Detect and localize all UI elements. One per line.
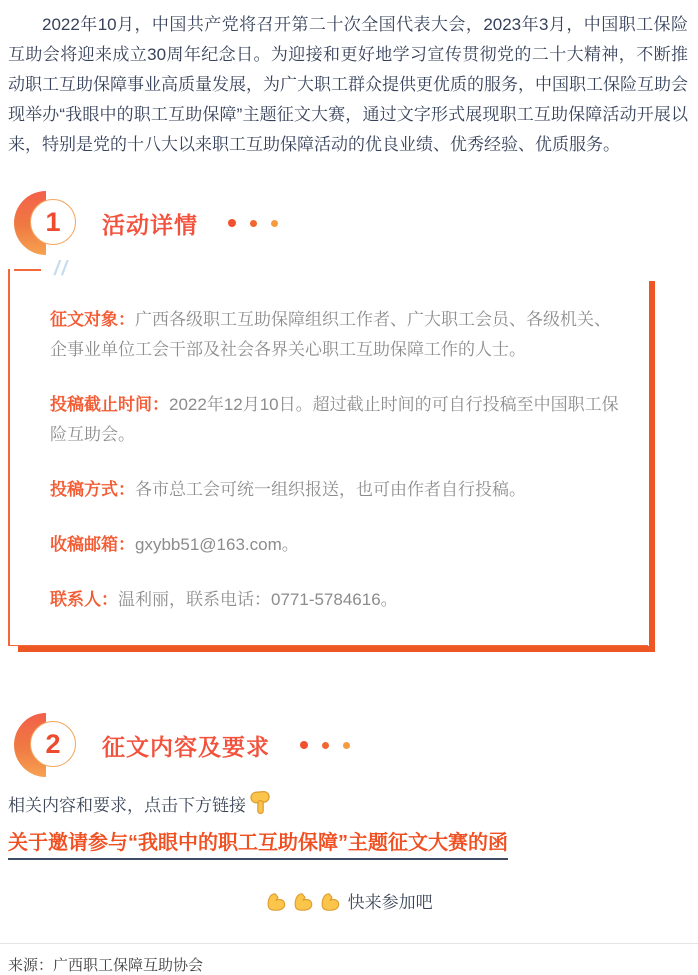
info-item-deadline: [50, 390, 620, 450]
pointing-down-hand-icon: [249, 790, 272, 820]
section-1-title: 活动详情: [102, 211, 198, 238]
section-2-title: 征文内容及要求: [102, 733, 270, 760]
section-1-header: [14, 190, 698, 256]
flexed-biceps-icon: [319, 891, 341, 913]
flexed-biceps-icon: [292, 891, 314, 913]
info-item-submission-method: [50, 475, 620, 505]
title-dots-decoration: [228, 219, 292, 227]
intro-paragraph: 2022年10月，中国共产党将召开第二十次全国代表大会，2023年3月，中国职工保险互助会将迎来成立30周年纪念日。为迎接和更好地学习宣传贯彻党的二十大精神，不断推动职工互助保障事业高质量发展，为广大职工群众提供更优质的服务，中国职工保险互助会现举办“我眼中的职工互助保障”主题征文大赛，通过文字形式展现职工互助保障活动开展以来，特别是党的十八大以来职工互助保障活动的优良业绩、优秀经验、优质服务。: [8, 15, 688, 154]
info-label: 联系人：: [50, 590, 118, 609]
section-2-header: [14, 712, 698, 778]
info-label: 收稿邮箱：: [50, 535, 135, 554]
box-edge-top: [14, 269, 41, 271]
info-text: 2022年12月10日。超过截止时间的可自行投稿至中国职工保险互助会。: [50, 395, 619, 444]
info-item-contact: [50, 585, 620, 615]
info-text: 广西各级职工互助保障组织工作者、广大职工会员、各级机关、企事业单位工会干部及社会各界关心职工互助保障工作的人士。: [50, 310, 611, 359]
badge-number: 1: [30, 199, 76, 245]
box-edge-right: [649, 281, 655, 652]
activity-details-box: [8, 258, 648, 646]
footer-divider: [0, 943, 698, 944]
info-label: 投稿截止时间：: [50, 395, 169, 414]
badge-number: 2: [30, 721, 76, 767]
cta-line: [0, 888, 698, 913]
double-slash-decoration: //: [54, 258, 70, 280]
source-line: 来源：广西职工保障互助协会: [8, 957, 204, 974]
hint-line: [8, 788, 690, 818]
hint-text: 相关内容和要求，点击下方链接: [8, 795, 246, 815]
box-edge-bottom: [18, 646, 655, 652]
info-item-email: [50, 530, 620, 560]
title-dots-decoration: [300, 741, 364, 749]
section-1-number-badge: [14, 190, 82, 256]
invitation-letter-link[interactable]: 关于邀请参与“我眼中的职工互助保障”主题征文大赛的函: [8, 826, 508, 860]
section-2-number-badge: [14, 712, 82, 778]
info-label: 投稿方式：: [50, 480, 135, 499]
flexed-biceps-icon: [265, 891, 287, 913]
info-text: 温利丽，联系电话：0771-5784616。: [118, 590, 398, 609]
info-label: 征文对象：: [50, 310, 135, 329]
cta-text: 快来参加吧: [347, 893, 433, 912]
info-text: 各市总工会可统一组织报送，也可由作者自行投稿。: [135, 480, 526, 499]
info-item-target-audience: [50, 305, 620, 365]
info-text: gxybb51@163.com。: [135, 535, 299, 554]
